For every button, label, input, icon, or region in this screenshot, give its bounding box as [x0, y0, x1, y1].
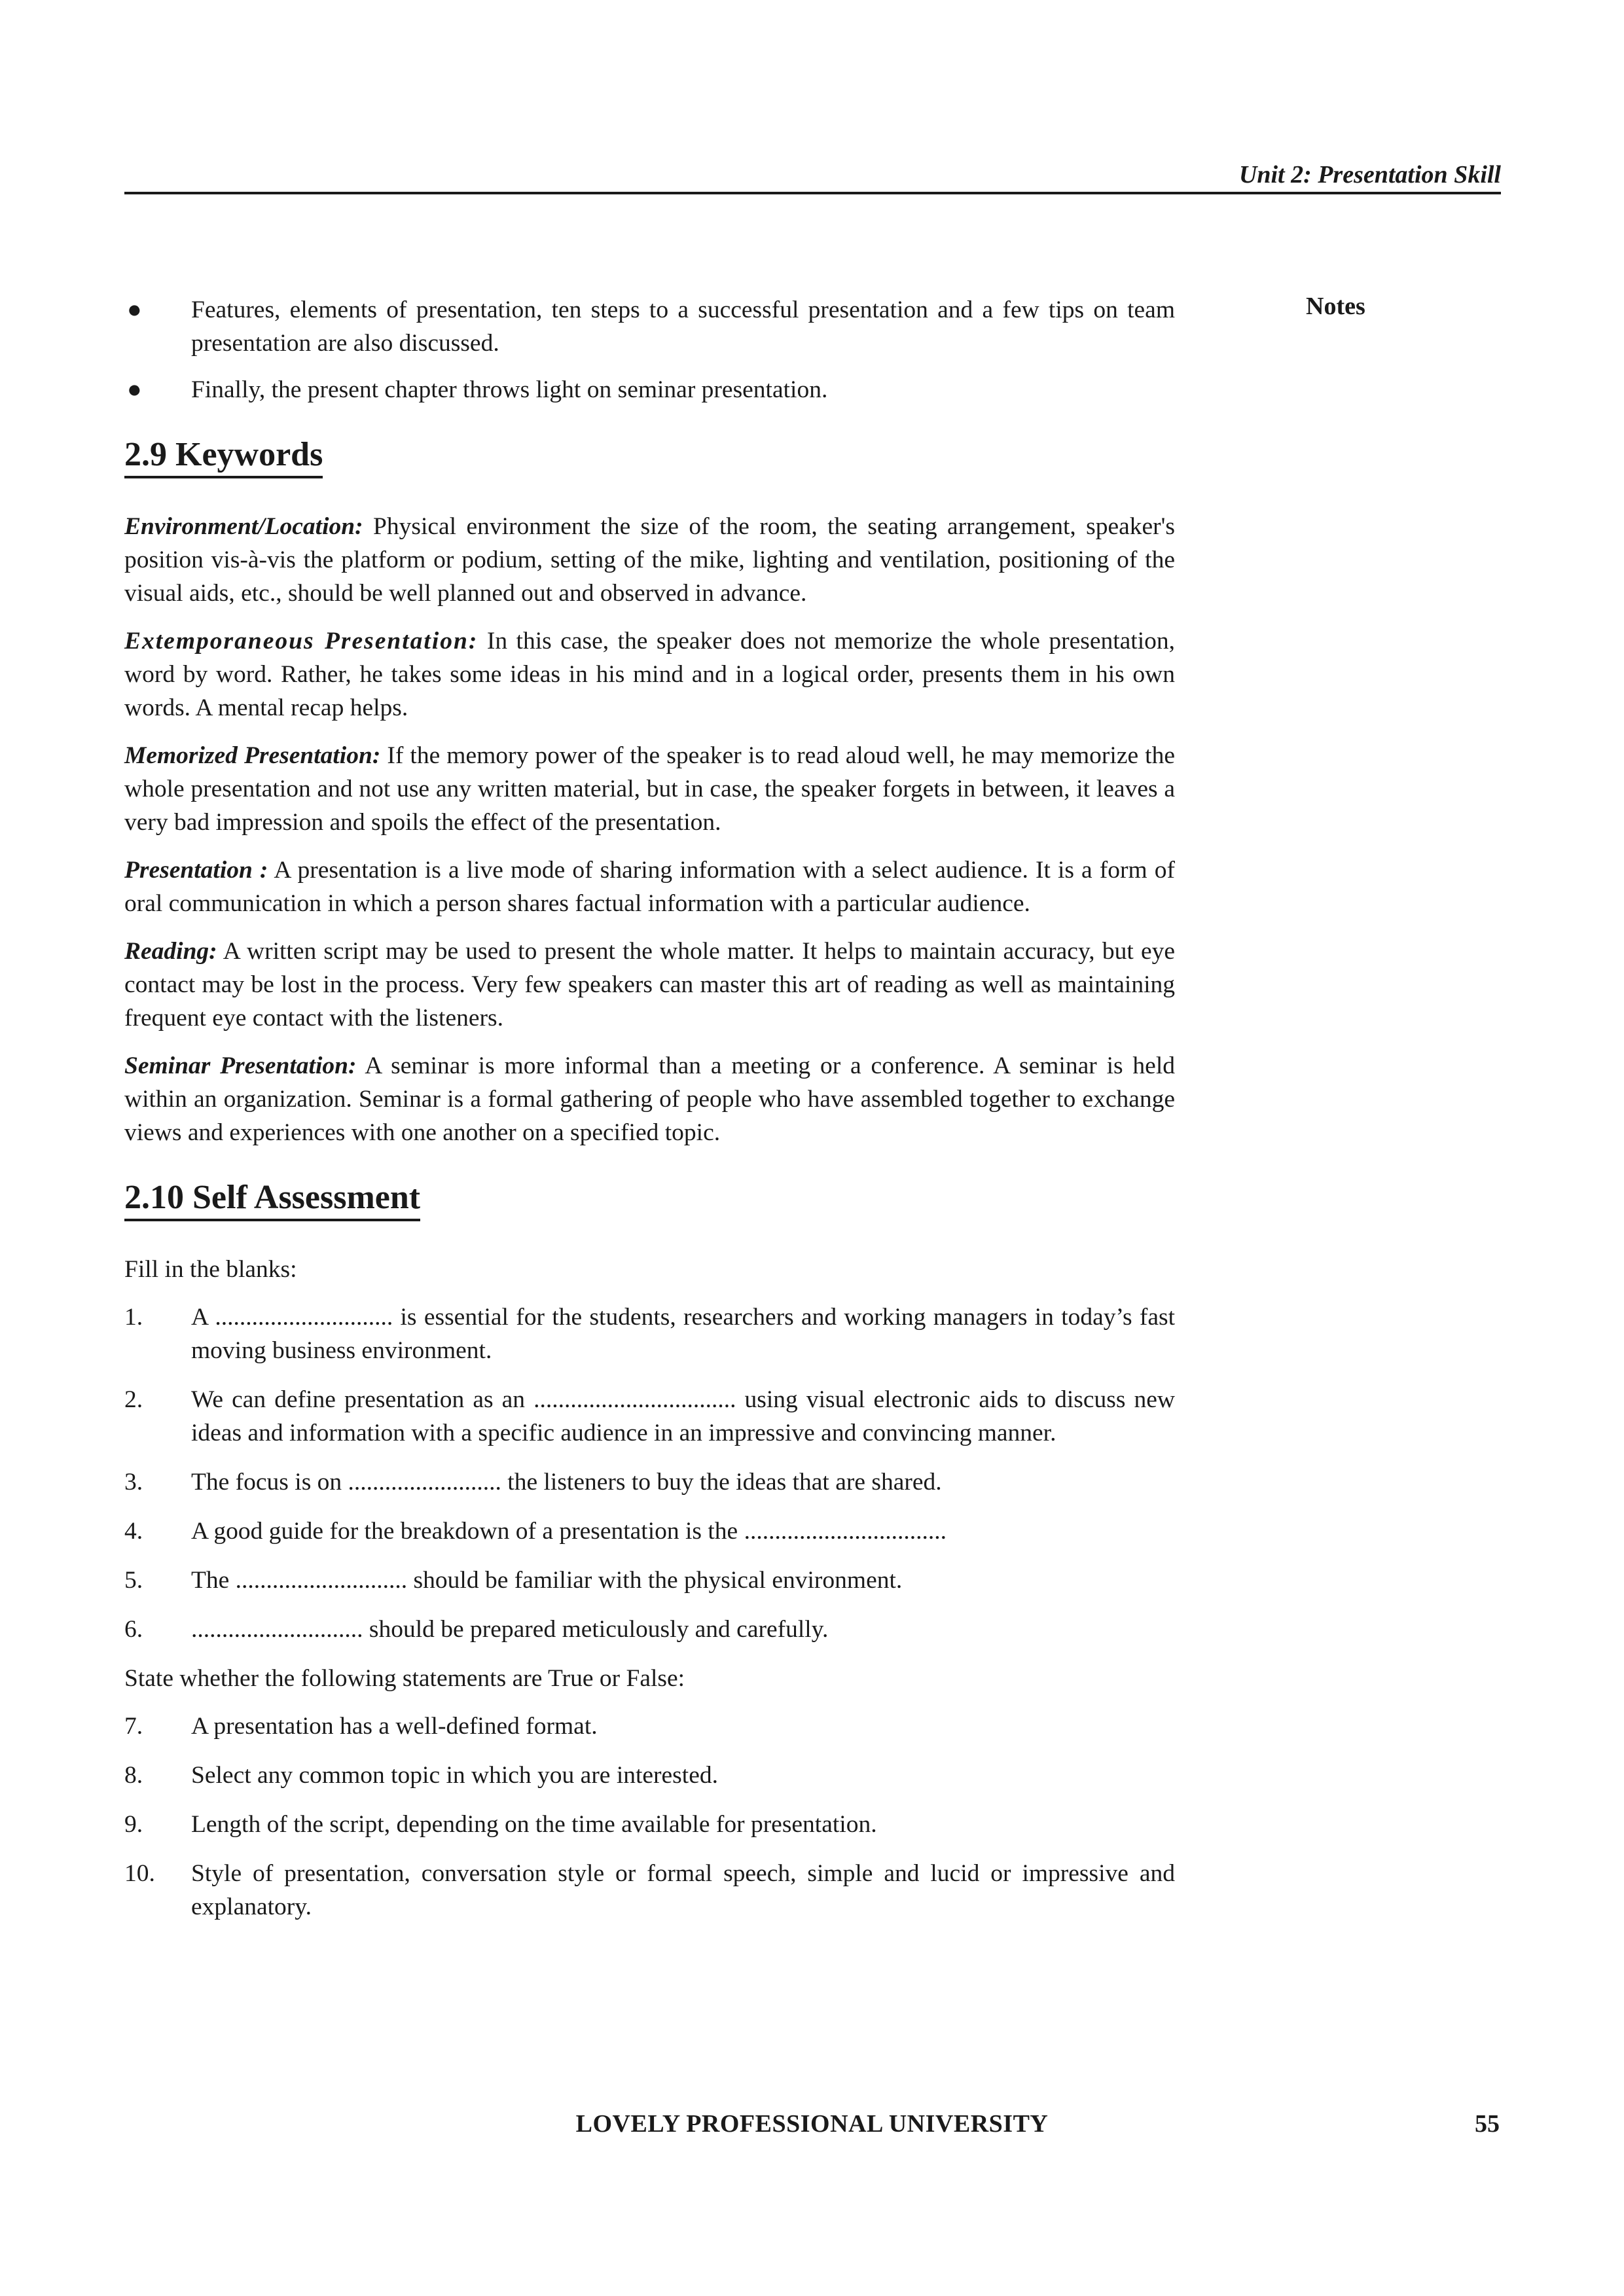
keyword-entry — [124, 853, 1175, 920]
keyword-definition: A presentation is a live mode of sharing information with a select audience. It is a form of oral communication in which a person shares factual information with a particular audience. — [124, 857, 1175, 917]
keyword-term: Presentation : — [124, 857, 268, 884]
keyword-entry — [124, 624, 1175, 725]
question-item — [124, 1759, 1175, 1792]
question-text: A good guide for the breakdown of a presentation is the ................................. — [191, 1518, 947, 1545]
keyword-definition: Physical environment the size of the room, the seating arrangement, speaker's position vis-à-vis the platform or podium, setting of the mike, lighting and ventilation, positioning of the visual aids, etc., should be well planned out and observed in advance. — [124, 513, 1175, 607]
keyword-definition: A seminar is more informal than a meeting or a conference. A seminar is held within an organization. Seminar is a formal gathering of people who have assembled together to exchange views and experiences with one another on a specified topic. — [124, 1052, 1175, 1146]
question-item — [124, 1808, 1175, 1841]
keywords-heading: 2.9 Keywords — [124, 435, 323, 478]
question-item — [124, 1515, 1175, 1548]
question-text: We can define presentation as an ................................. using visual electronic aids to discuss new ideas and information with a specific audience in an impressive and convincing manner. — [191, 1386, 1175, 1446]
summary-bullet — [124, 293, 1175, 360]
question-text: Style of presentation, conversation style or formal speech, simple and lucid or impressive and explanatory. — [191, 1860, 1175, 1920]
notes-margin-label: Notes — [1306, 293, 1365, 320]
keyword-term: Extemporaneous Presentation: — [124, 628, 478, 655]
question-number: 6. — [124, 1616, 143, 1643]
question-text: Length of the script, depending on the time available for presentation. — [191, 1811, 877, 1838]
keyword-definition: If the memory power of the speaker is to read aloud well, he may memorize the whole presentation and not use any written material, but in case, the speaker forgets in between, it leaves a very bad impression and spoils the effect of the presentation. — [124, 742, 1175, 836]
question-item — [124, 1564, 1175, 1597]
summary-bullet-text: Finally, the present chapter throws light on seminar presentation. — [191, 376, 828, 403]
keyword-definition: In this case, the speaker does not memorize the whole presentation, word by word. Rather, he takes some ideas in his mind and in a logical order, presents them in his own words. A mental recap helps. — [124, 628, 1175, 721]
keyword-term: Environment/Location: — [124, 513, 363, 540]
self-assessment-heading: 2.10 Self Assessment — [124, 1178, 420, 1221]
question-text: ............................ should be prepared meticulously and carefully. — [191, 1616, 829, 1643]
question-number: 9. — [124, 1811, 143, 1838]
question-text: A ............................. is essential for the students, researchers and working managers in today’s fast moving business environment. — [191, 1304, 1175, 1364]
keyword-term: Reading: — [124, 938, 217, 965]
page-content — [124, 293, 1175, 1939]
keyword-term: Seminar Presentation: — [124, 1052, 357, 1079]
question-text: The focus is on ......................... the listeners to buy the ideas that are shared. — [191, 1469, 942, 1496]
keyword-entry — [124, 935, 1175, 1035]
question-text: The ............................ should be familiar with the physical environment. — [191, 1567, 903, 1594]
question-item — [124, 1465, 1175, 1499]
question-number: 3. — [124, 1469, 143, 1496]
question-text: Select any common topic in which you are interested. — [191, 1762, 718, 1789]
question-number: 10. — [124, 1860, 155, 1887]
bullet-dot-icon: ● — [127, 376, 142, 403]
summary-bullet — [124, 373, 1175, 406]
keyword-term: Memorized Presentation: — [124, 742, 381, 769]
keyword-entry — [124, 510, 1175, 610]
question-item — [124, 1300, 1175, 1367]
question-item — [124, 1710, 1175, 1743]
keyword-definition: A written script may be used to present the whole matter. It helps to maintain accuracy, but eye contact may be lost in the process. Very few speakers can master this art of reading as well as maintaining frequent eye contact with the listeners. — [124, 938, 1175, 1031]
fill-blanks-instruction: Fill in the blanks: — [124, 1256, 297, 1283]
question-text: A presentation has a well-defined format. — [191, 1713, 598, 1740]
question-item — [124, 1857, 1175, 1924]
keyword-entry — [124, 739, 1175, 839]
summary-bullet-text: Features, elements of presentation, ten steps to a successful presentation and a few tips on team presentation are also discussed. — [191, 296, 1175, 357]
question-item — [124, 1383, 1175, 1450]
question-number: 8. — [124, 1762, 143, 1789]
true-false-instruction: State whether the following statements are True or False: — [124, 1665, 685, 1692]
page-number: 55 — [1475, 2110, 1500, 2138]
question-number: 1. — [124, 1304, 143, 1331]
header-rule — [124, 192, 1501, 194]
question-number: 2. — [124, 1386, 143, 1413]
question-item — [124, 1613, 1175, 1646]
question-number: 7. — [124, 1713, 143, 1740]
question-number: 4. — [124, 1518, 143, 1545]
keyword-entry — [124, 1049, 1175, 1149]
bullet-dot-icon: ● — [127, 296, 142, 323]
footer-university: LOVELY PROFESSIONAL UNIVERSITY — [575, 2110, 1049, 2138]
running-header: Unit 2: Presentation Skill — [1238, 161, 1501, 188]
question-number: 5. — [124, 1567, 143, 1594]
